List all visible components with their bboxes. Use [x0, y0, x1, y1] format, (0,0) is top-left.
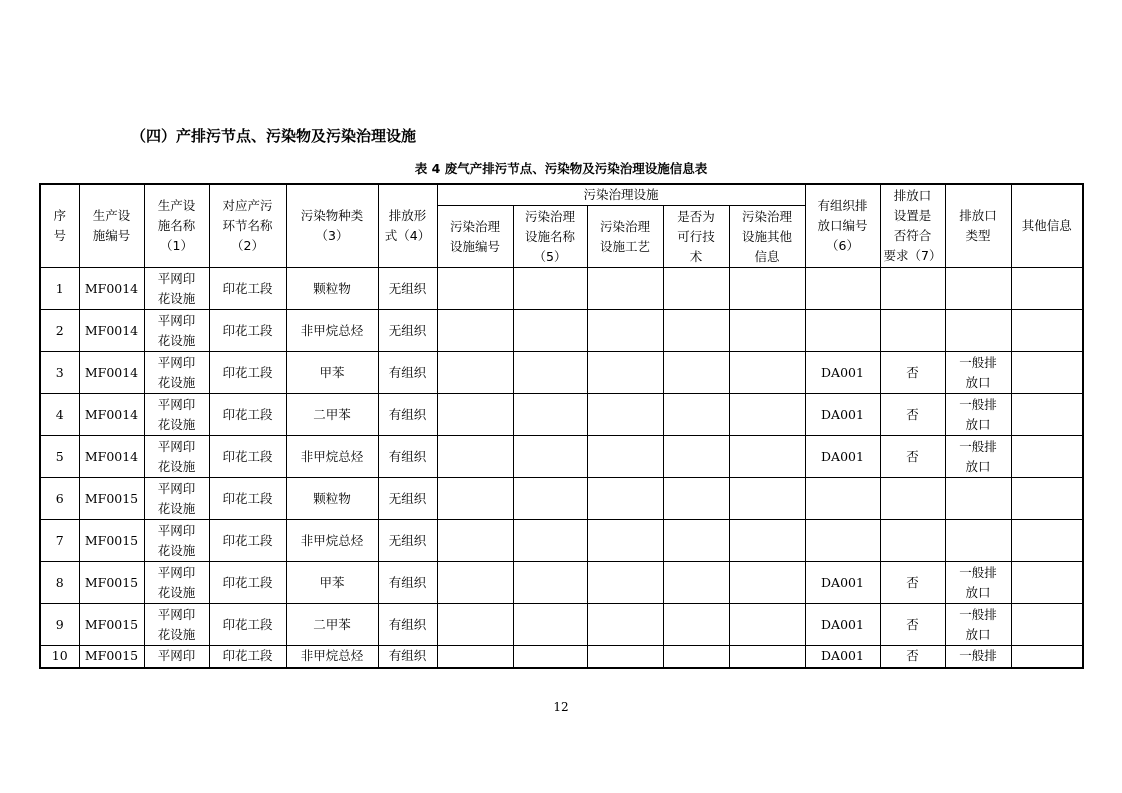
cell-outlet-id	[805, 268, 880, 310]
cell-prod-id: MF0014	[79, 352, 144, 394]
cell-pollutant: 二甲苯	[286, 604, 378, 646]
cell-outlet-ok	[880, 520, 945, 562]
cell-node: 印花工段	[209, 562, 286, 604]
cell-outlet-ok: 否	[880, 562, 945, 604]
cell-treatment-other	[729, 520, 805, 562]
cell-other	[1011, 604, 1083, 646]
cell-feasible	[663, 436, 729, 478]
cell-pollutant: 非甲烷总烃	[286, 520, 378, 562]
cell-form: 有组织	[378, 436, 437, 478]
cell-prod-id: MF0014	[79, 436, 144, 478]
cell-outlet-ok	[880, 268, 945, 310]
header-row	[40, 184, 1083, 206]
cell-treatment-id	[437, 478, 513, 520]
cell-prod-id: MF0015	[79, 604, 144, 646]
cell-prod-name: 平网印 花设施	[144, 268, 209, 310]
cell-treatment-name	[513, 562, 587, 604]
cell-outlet-type: 一般排 放口	[945, 436, 1011, 478]
cell-treatment-process	[587, 436, 663, 478]
cell-outlet-id: DA001	[805, 604, 880, 646]
cell-prod-name: 平网印 花设施	[144, 562, 209, 604]
cell-treatment-id	[437, 520, 513, 562]
pollution-info-table	[39, 183, 1084, 669]
cell-prod-id: MF0015	[79, 478, 144, 520]
cell-node: 印花工段	[209, 310, 286, 352]
cell-node: 印花工段	[209, 394, 286, 436]
cell-other	[1011, 478, 1083, 520]
cell-other	[1011, 310, 1083, 352]
table-row	[40, 352, 1083, 394]
cell-other	[1011, 520, 1083, 562]
header-prod-name: 生产设 施名称 （1）	[144, 184, 209, 268]
cell-form: 无组织	[378, 268, 437, 310]
cell-outlet-ok: 否	[880, 646, 945, 669]
cell-treatment-name	[513, 646, 587, 669]
cell-treatment-process	[587, 394, 663, 436]
cell-outlet-type	[945, 268, 1011, 310]
cell-treatment-name	[513, 352, 587, 394]
cell-treatment-other	[729, 352, 805, 394]
cell-outlet-type: 一般排 放口	[945, 562, 1011, 604]
cell-seq: 3	[40, 352, 79, 394]
cell-treatment-id	[437, 646, 513, 669]
table-row	[40, 394, 1083, 436]
header-outlet-type: 排放口 类型	[945, 184, 1011, 268]
header-outlet-ok: 排放口 设置是 否符合 要求（7）	[880, 184, 945, 268]
cell-seq: 6	[40, 478, 79, 520]
cell-form: 有组织	[378, 646, 437, 669]
cell-seq: 4	[40, 394, 79, 436]
table-row	[40, 604, 1083, 646]
cell-outlet-type: 一般排	[945, 646, 1011, 669]
cell-seq: 1	[40, 268, 79, 310]
cell-treatment-other	[729, 436, 805, 478]
table-row	[40, 520, 1083, 562]
cell-prod-name: 平网印	[144, 646, 209, 669]
cell-outlet-id	[805, 520, 880, 562]
table-row	[40, 646, 1083, 669]
cell-prod-id: MF0014	[79, 394, 144, 436]
cell-treatment-name	[513, 604, 587, 646]
header-feasible: 是否为 可行技 术	[663, 206, 729, 268]
cell-treatment-id	[437, 310, 513, 352]
cell-treatment-id	[437, 352, 513, 394]
cell-outlet-ok: 否	[880, 604, 945, 646]
cell-outlet-type	[945, 310, 1011, 352]
cell-outlet-type	[945, 520, 1011, 562]
cell-prod-id: MF0015	[79, 646, 144, 669]
table-row	[40, 478, 1083, 520]
cell-other	[1011, 562, 1083, 604]
cell-outlet-id: DA001	[805, 562, 880, 604]
table-row	[40, 268, 1083, 310]
cell-prod-id: MF0015	[79, 562, 144, 604]
cell-pollutant: 非甲烷总烃	[286, 310, 378, 352]
cell-treatment-id	[437, 436, 513, 478]
cell-treatment-other	[729, 394, 805, 436]
cell-prod-name: 平网印 花设施	[144, 478, 209, 520]
cell-node: 印花工段	[209, 352, 286, 394]
cell-feasible	[663, 268, 729, 310]
header-outlet-id: 有组织排 放口编号 （6）	[805, 184, 880, 268]
cell-treatment-process	[587, 604, 663, 646]
cell-treatment-other	[729, 310, 805, 352]
cell-pollutant: 二甲苯	[286, 394, 378, 436]
cell-treatment-process	[587, 310, 663, 352]
cell-pollutant: 颗粒物	[286, 478, 378, 520]
cell-other	[1011, 646, 1083, 669]
cell-other	[1011, 394, 1083, 436]
cell-outlet-id: DA001	[805, 394, 880, 436]
cell-form: 有组织	[378, 604, 437, 646]
cell-feasible	[663, 604, 729, 646]
cell-other	[1011, 352, 1083, 394]
cell-seq: 8	[40, 562, 79, 604]
cell-outlet-ok: 否	[880, 394, 945, 436]
cell-other	[1011, 268, 1083, 310]
cell-node: 印花工段	[209, 646, 286, 669]
cell-seq: 9	[40, 604, 79, 646]
cell-prod-id: MF0014	[79, 268, 144, 310]
header-treatment-group: 污染治理设施	[437, 184, 805, 206]
cell-outlet-type: 一般排 放口	[945, 604, 1011, 646]
section-heading: （四）产排污节点、污染物及污染治理设施	[131, 127, 417, 145]
header-other: 其他信息	[1011, 184, 1083, 268]
cell-feasible	[663, 520, 729, 562]
cell-node: 印花工段	[209, 436, 286, 478]
cell-seq: 5	[40, 436, 79, 478]
table-row	[40, 436, 1083, 478]
cell-treatment-id	[437, 604, 513, 646]
header-treatment-id: 污染治理 设施编号	[437, 206, 513, 268]
cell-prod-name: 平网印 花设施	[144, 352, 209, 394]
cell-prod-name: 平网印 花设施	[144, 604, 209, 646]
cell-treatment-process	[587, 352, 663, 394]
cell-treatment-name	[513, 268, 587, 310]
cell-prod-name: 平网印 花设施	[144, 436, 209, 478]
cell-outlet-type	[945, 478, 1011, 520]
cell-outlet-id: DA001	[805, 646, 880, 669]
cell-treatment-other	[729, 646, 805, 669]
cell-form: 有组织	[378, 394, 437, 436]
cell-feasible	[663, 394, 729, 436]
table-caption: 表 4 废气产排污节点、污染物及污染治理设施信息表	[414, 161, 708, 176]
cell-form: 有组织	[378, 562, 437, 604]
cell-pollutant: 颗粒物	[286, 268, 378, 310]
cell-treatment-id	[437, 562, 513, 604]
cell-treatment-name	[513, 520, 587, 562]
cell-treatment-id	[437, 394, 513, 436]
cell-node: 印花工段	[209, 268, 286, 310]
cell-treatment-process	[587, 520, 663, 562]
cell-seq: 10	[40, 646, 79, 669]
cell-outlet-ok	[880, 478, 945, 520]
cell-pollutant: 甲苯	[286, 562, 378, 604]
cell-feasible	[663, 646, 729, 669]
cell-treatment-name	[513, 310, 587, 352]
cell-feasible	[663, 478, 729, 520]
cell-treatment-other	[729, 604, 805, 646]
header-pollutant: 污染物种类 （3）	[286, 184, 378, 268]
cell-treatment-name	[513, 478, 587, 520]
header-treatment-process: 污染治理 设施工艺	[587, 206, 663, 268]
cell-form: 无组织	[378, 310, 437, 352]
cell-outlet-type: 一般排 放口	[945, 394, 1011, 436]
cell-treatment-process	[587, 268, 663, 310]
cell-pollutant: 甲苯	[286, 352, 378, 394]
cell-treatment-other	[729, 478, 805, 520]
cell-outlet-id: DA001	[805, 436, 880, 478]
cell-other	[1011, 436, 1083, 478]
cell-feasible	[663, 562, 729, 604]
cell-form: 无组织	[378, 520, 437, 562]
cell-form: 有组织	[378, 352, 437, 394]
cell-node: 印花工段	[209, 604, 286, 646]
cell-treatment-id	[437, 268, 513, 310]
cell-outlet-id	[805, 310, 880, 352]
cell-outlet-id: DA001	[805, 352, 880, 394]
cell-prod-name: 平网印 花设施	[144, 520, 209, 562]
cell-treatment-other	[729, 268, 805, 310]
cell-treatment-name	[513, 436, 587, 478]
table-row	[40, 562, 1083, 604]
header-treatment-other: 污染治理 设施其他 信息	[729, 206, 805, 268]
header-seq: 序 号	[40, 184, 79, 268]
cell-seq: 2	[40, 310, 79, 352]
cell-pollutant: 非甲烷总烃	[286, 646, 378, 669]
header-discharge-form: 排放形 式（4）	[378, 184, 437, 268]
cell-outlet-id	[805, 478, 880, 520]
cell-treatment-name	[513, 394, 587, 436]
page-number: 12	[553, 700, 569, 714]
cell-feasible	[663, 352, 729, 394]
cell-node: 印花工段	[209, 520, 286, 562]
cell-seq: 7	[40, 520, 79, 562]
table-row	[40, 310, 1083, 352]
header-treatment-name: 污染治理 设施名称 （5）	[513, 206, 587, 268]
cell-prod-id: MF0015	[79, 520, 144, 562]
cell-feasible	[663, 310, 729, 352]
cell-node: 印花工段	[209, 478, 286, 520]
cell-outlet-type: 一般排 放口	[945, 352, 1011, 394]
table-body	[40, 268, 1083, 669]
cell-prod-name: 平网印 花设施	[144, 394, 209, 436]
cell-pollutant: 非甲烷总烃	[286, 436, 378, 478]
cell-prod-name: 平网印 花设施	[144, 310, 209, 352]
cell-outlet-ok: 否	[880, 352, 945, 394]
cell-outlet-ok: 否	[880, 436, 945, 478]
header-prod-id: 生产设 施编号	[79, 184, 144, 268]
cell-treatment-process	[587, 646, 663, 669]
cell-outlet-ok	[880, 310, 945, 352]
header-node-name: 对应产污 环节名称 （2）	[209, 184, 286, 268]
cell-treatment-other	[729, 562, 805, 604]
cell-treatment-process	[587, 562, 663, 604]
cell-treatment-process	[587, 478, 663, 520]
cell-prod-id: MF0014	[79, 310, 144, 352]
cell-form: 无组织	[378, 478, 437, 520]
